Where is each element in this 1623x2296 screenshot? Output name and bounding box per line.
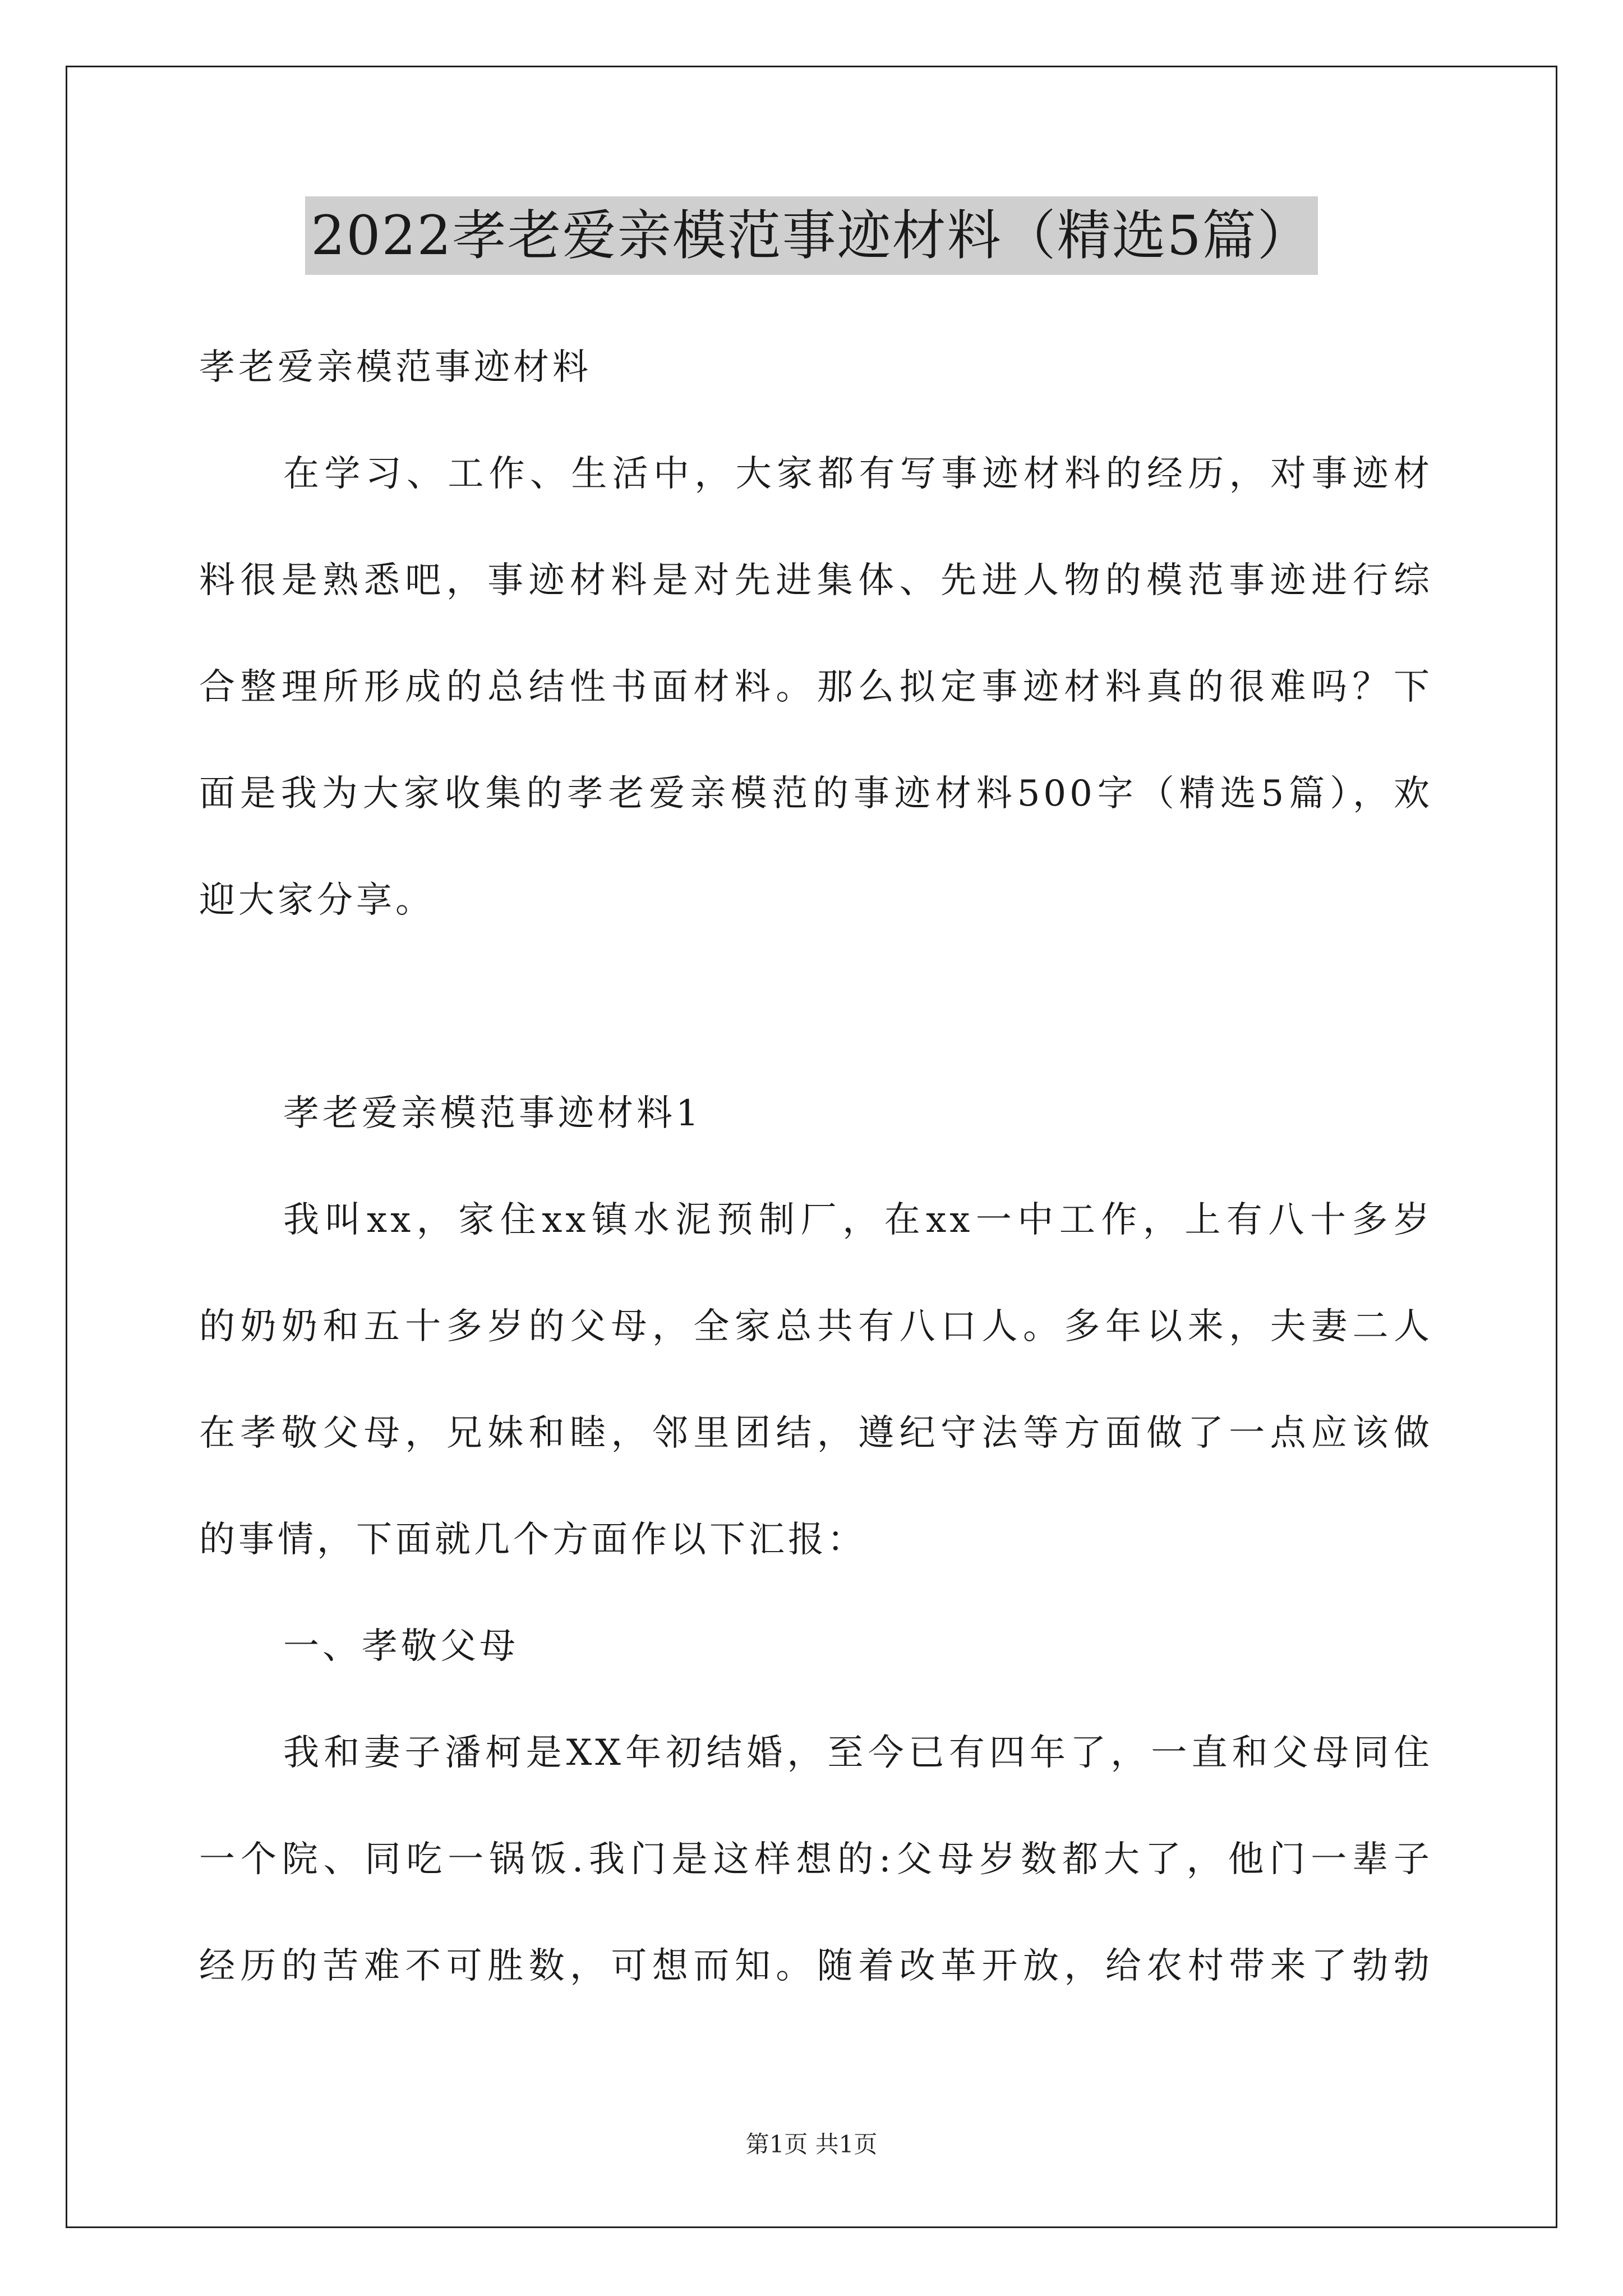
- section-title: 孝老爱亲模范事迹材料1: [283, 1093, 702, 1134]
- subsection-title: 一、孝敬父母: [283, 1626, 519, 1667]
- page-footer: 第1页 共1页: [745, 2131, 878, 2158]
- section-heading: 孝老爱亲模范事迹材料: [199, 347, 592, 388]
- document-body: [199, 314, 1433, 2019]
- paragraph-line: 经历的苦难不可胜数，可想而知。随着改革开放，给农村带来了勃勃: [199, 1945, 1433, 1987]
- paragraph-line: 料很是熟悉吧，事迹材料是对先进集体、先进人物的模范事迹进行综: [199, 560, 1433, 601]
- paragraph-line: 我叫xx，家住xx镇水泥预制厂，在xx一中工作，上有八十多岁: [283, 1199, 1433, 1241]
- paragraph-line: 面是我为大家收集的孝老爱亲模范的事迹材料500字（精选5篇），欢: [199, 773, 1433, 815]
- paragraph-line: 合整理所形成的总结性书面材料。那么拟定事迹材料真的很难吗？下: [199, 666, 1433, 708]
- document-title: 2022孝老爱亲模范事迹材料（精选5篇）: [305, 196, 1317, 275]
- paragraph-line: 一个院、同吃一锅饭.我门是这样想的:父母岁数都大了，他门一辈子: [199, 1839, 1433, 1880]
- paragraph-line: 在孝敬父母，兄妹和睦，邻里团结，遵纪守法等方面做了一点应该做: [199, 1412, 1433, 1454]
- paragraph-line: 迎大家分享。: [199, 880, 435, 921]
- paragraph-line: 在学习、工作、生活中，大家都有写事迹材料的经历，对事迹材: [283, 453, 1433, 495]
- paragraph-line: 的事情，下面就几个方面作以下汇报：: [199, 1519, 866, 1561]
- paragraph-line: 的奶奶和五十多岁的父母，全家总共有八口人。多年以来，夫妻二人: [199, 1306, 1433, 1347]
- paragraph-line: 我和妻子潘柯是XX年初结婚，至今已有四年了，一直和父母同住: [283, 1732, 1433, 1774]
